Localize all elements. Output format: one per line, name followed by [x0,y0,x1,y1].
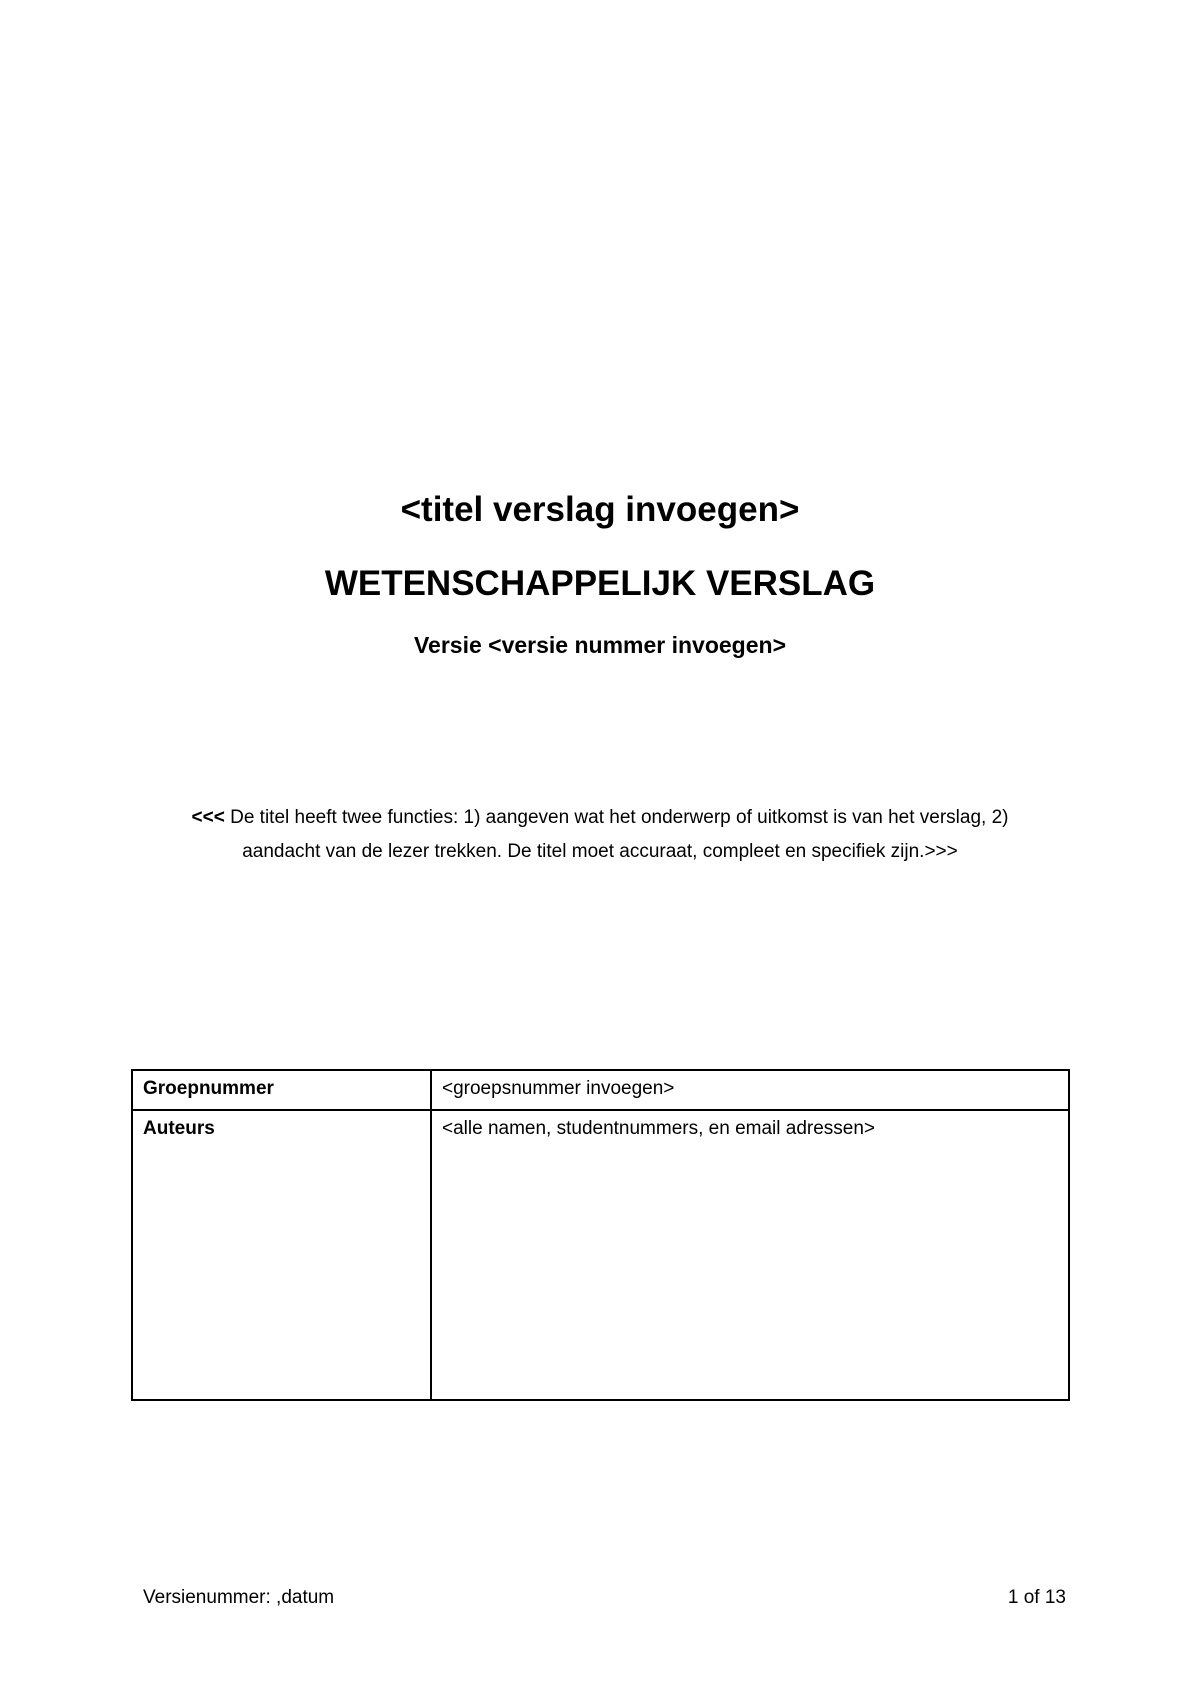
group-number-value[interactable]: <groepsnummer invoegen> [431,1070,1069,1110]
table-row [132,1110,1069,1400]
document-type-heading: WETENSCHAPPELIJK VERSLAG [324,564,876,603]
version-line: Versie <versie nummer invoegen> [413,632,787,658]
group-number-label: Groepnummer [132,1070,431,1110]
title-instruction-note [150,801,1050,869]
note-text: De titel heeft twee functies: 1) aangeven wat het onderwerp of uitkomst is van het verslag, 2) aandacht van de lezer trekken. De titel moet accuraat, compleet en specifiek zijn.>>> [224,807,1009,862]
footer-page-number: 1 of 13 [1007,1587,1066,1608]
group-info-table [131,1069,1070,1401]
note-prefix: <<< [191,807,225,828]
authors-label: Auteurs [132,1110,431,1400]
footer-version-date: Versienummer: ,datum [143,1587,335,1608]
table-row [132,1070,1069,1110]
authors-value[interactable]: <alle namen, studentnummers, en email adressen> [431,1110,1069,1400]
report-title: <titel verslag invoegen> [400,490,800,529]
